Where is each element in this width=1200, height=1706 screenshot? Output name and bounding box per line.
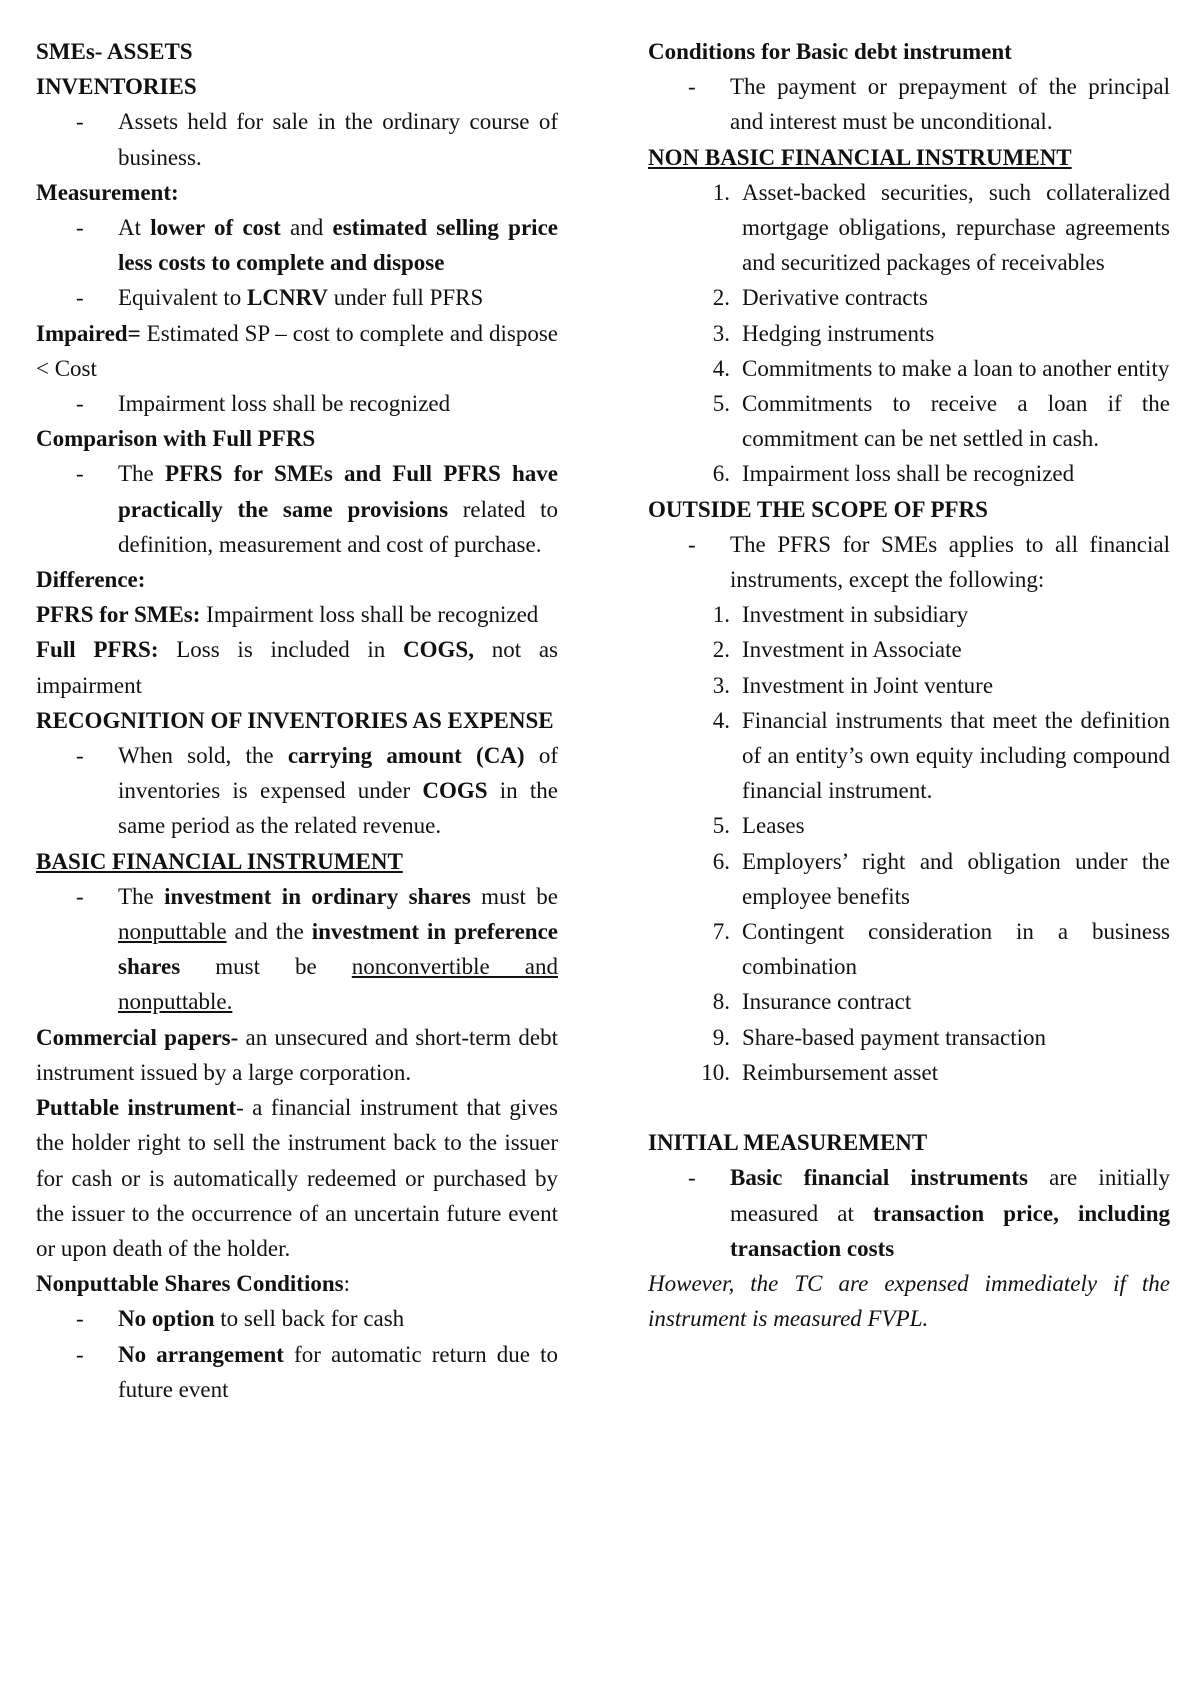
list-item: - The payment or prepayment of the principal and interest must be unconditional.: [688, 74, 1170, 135]
list-text: Commitments to receive a loan if the commitment can be net settled in cash.: [742, 391, 1170, 452]
heading-basic-financial-instrument: BASIC FINANCIAL INSTRUMENT: [36, 848, 403, 874]
list-number: 1.: [712, 602, 730, 628]
list-item: [648, 175, 1170, 281]
list-text: Leases: [742, 813, 805, 839]
however-note: However, the TC are expensed immediately if the instrument is measured FVPL.: [648, 1270, 1170, 1332]
list-item: [648, 668, 1170, 703]
list-number: 9.: [712, 1024, 730, 1050]
puttable-instrument-paragraph: Puttable instrument- a financial instrument that gives the holder right to sell the instrument back to the issuer for cash or is automatically redeemed or purchased by the issuer to the occurrence of an uncertain future event or upon death of the holder.: [36, 1095, 558, 1261]
list-item: [648, 316, 1170, 351]
heading-measurement: Measurement:: [36, 179, 179, 205]
list-item: - When sold, the carrying amount (CA) of inventories is expensed under COGS in the same period as the related revenue.: [76, 743, 558, 839]
heading-outside-scope: OUTSIDE THE SCOPE OF PFRS: [648, 496, 988, 522]
list-item: [648, 632, 1170, 667]
list-item: - The investment in ordinary shares must be nonputtable and the investment in preference shares must be nonconvertible and nonputtable.: [76, 883, 558, 1015]
list-text: Investment in Joint venture: [742, 672, 994, 698]
list-number: 8.: [712, 989, 730, 1015]
list-number: 4.: [712, 707, 730, 733]
list-number: 5.: [712, 391, 730, 417]
list-item: [648, 808, 1170, 843]
list-number: 2.: [712, 637, 730, 663]
list-text: Share-based payment transaction: [742, 1024, 1046, 1050]
difference-smes: PFRS for SMEs: Impairment loss shall be recognized: [36, 602, 539, 628]
list-item: - Equivalent to LCNRV under full PFRS: [76, 285, 484, 311]
list-text: Asset-backed securities, such collateralized mortgage obligations, repurchase agreements and securitized packages of receivables: [742, 179, 1170, 276]
list-item: [648, 1055, 1170, 1090]
list-number: 7.: [712, 919, 730, 945]
list-item: [648, 597, 1170, 632]
list-item: [648, 1020, 1170, 1055]
list-number: 6.: [712, 848, 730, 874]
difference-full-pfrs: Full PFRS: Loss is included in COGS, not as impairment: [36, 637, 558, 698]
list-number: 1.: [712, 179, 730, 205]
heading-difference: Difference:: [36, 567, 146, 593]
list-text: Employers’ right and obligation under the employee benefits: [742, 848, 1170, 909]
list-number: 10.: [701, 1059, 730, 1085]
list-item: [648, 280, 1170, 315]
list-item: [648, 456, 1170, 491]
heading-comparison: Comparison with Full PFRS: [36, 426, 316, 452]
list-item: - The PFRS for SMEs applies to all financial instruments, except the following:: [688, 531, 1170, 593]
commercial-papers-paragraph: Commercial papers- an unsecured and short-term debt instrument issued by a large corporation.: [36, 1024, 558, 1085]
list-item: [648, 386, 1170, 456]
list-text: Financial instruments that meet the definition of an entity’s own equity including compound financial instrument.: [742, 707, 1170, 804]
right-column: [648, 34, 1170, 1336]
list-item: - No arrangement for automatic return due to future event: [76, 1341, 558, 1402]
heading-smes-assets: SMEs- ASSETS: [36, 39, 193, 64]
list-text: Impairment loss shall be recognized: [742, 461, 1075, 487]
list-number: 4.: [712, 355, 730, 381]
list-item: [648, 984, 1170, 1019]
list-item: - No option to sell back for cash: [76, 1306, 405, 1332]
heading-conditions: Conditions for Basic debt instrument: [648, 39, 1012, 64]
non-basic-list: [648, 175, 1170, 492]
list-text: Commitments to make a loan to another entity: [742, 355, 1170, 381]
list-item: - Basic financial instruments are initially measured at transaction price, including transaction costs: [688, 1165, 1170, 1261]
list-text: Hedging instruments: [742, 320, 935, 346]
outside-scope-list: [648, 597, 1170, 1090]
list-number: 5.: [712, 813, 730, 839]
list-item: [648, 351, 1170, 386]
list-text: Investment in Associate: [742, 637, 962, 663]
list-item: - Impairment loss shall be recognized: [76, 391, 451, 417]
list-item: [648, 703, 1170, 809]
heading-initial-measurement: INITIAL MEASUREMENT: [648, 1130, 928, 1156]
heading-non-basic: NON BASIC FINANCIAL INSTRUMENT: [648, 144, 1072, 170]
list-text: Reimbursement asset: [742, 1059, 939, 1085]
list-number: 6.: [712, 461, 730, 487]
list-item: - The PFRS for SMEs and Full PFRS have practically the same provisions related to definition, measurement and cost of purchase.: [76, 461, 558, 557]
list-text: Insurance contract: [742, 989, 912, 1015]
list-number: 3.: [712, 672, 730, 698]
list-number: 2.: [712, 285, 730, 311]
impaired-paragraph: Impaired= Estimated SP – cost to complete and dispose < Cost: [36, 320, 558, 381]
list-item: [648, 914, 1170, 984]
list-text: Investment in subsidiary: [742, 602, 969, 628]
list-text: Contingent consideration in a business combination: [742, 919, 1170, 980]
left-column: [36, 34, 558, 1407]
list-item: - At lower of cost and estimated selling price less costs to complete and dispose: [76, 215, 558, 276]
list-number: 3.: [712, 320, 730, 346]
heading-inventories: INVENTORIES: [36, 74, 197, 100]
heading-recognition: RECOGNITION OF INVENTORIES AS EXPENSE: [36, 707, 554, 733]
list-item: [648, 844, 1170, 914]
heading-nonputtable: Nonputtable Shares Conditions:: [36, 1271, 350, 1297]
list-text: Derivative contracts: [742, 285, 928, 311]
list-item: - Assets held for sale in the ordinary course of business.: [76, 109, 558, 170]
